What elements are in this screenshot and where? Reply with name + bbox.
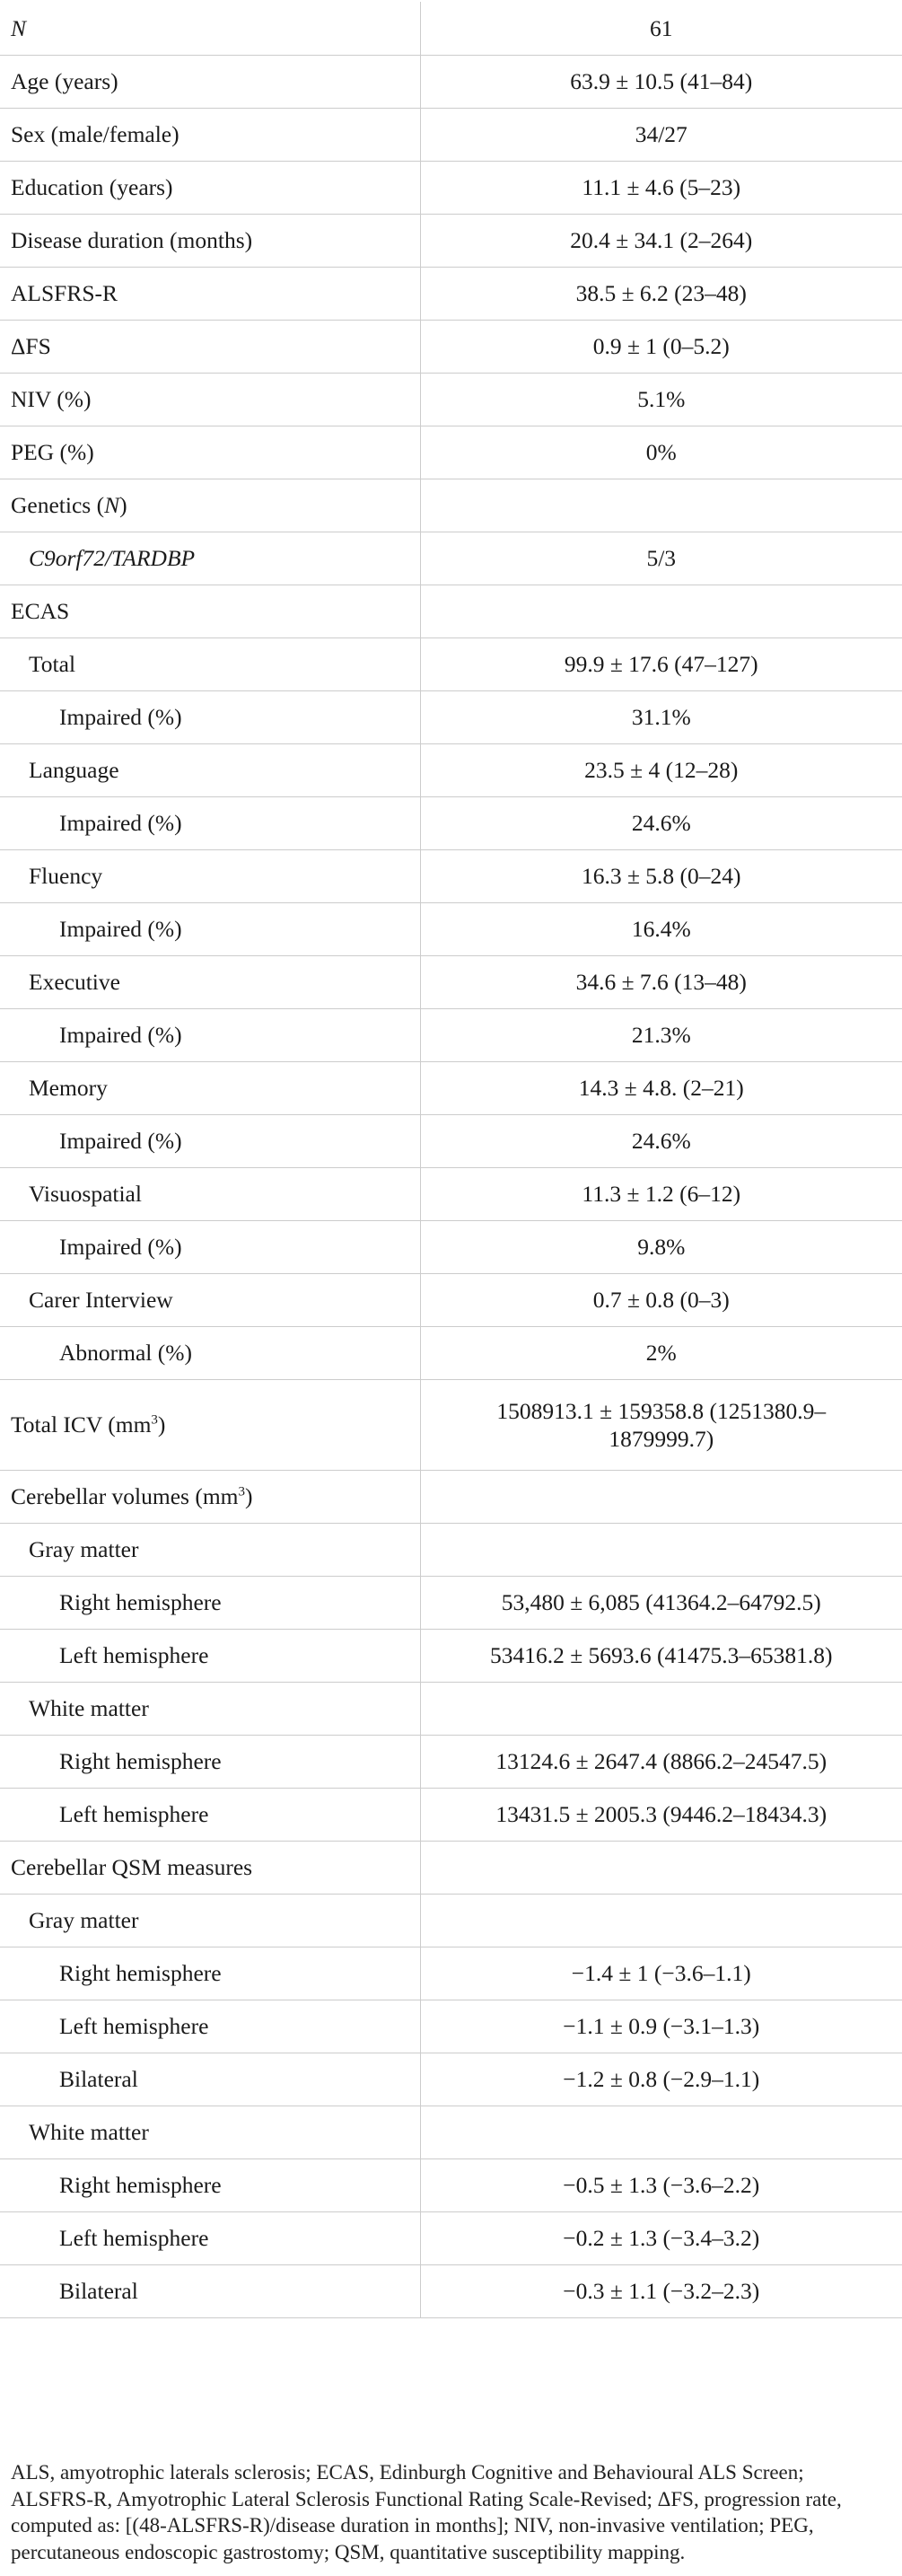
row-value: 99.9 ± 17.6 (47–127) [420,637,902,690]
row-value: 24.6% [420,1114,902,1167]
table-row [0,796,902,849]
row-label: Carer Interview [0,1273,420,1326]
row-label: Education (years) [0,161,420,214]
table-row [0,55,902,108]
row-value: −1.1 ± 0.9 (−3.1–1.3) [420,2000,902,2053]
row-value: 9.8% [420,1220,902,1273]
row-value [420,1470,902,1523]
row-value [420,2106,902,2158]
row-label: Visuospatial [0,1167,420,1220]
table-row [0,2,902,55]
row-label: Right hemisphere [0,1735,420,1788]
row-label: Left hemisphere [0,2000,420,2053]
row-value: 0% [420,426,902,479]
table-row [0,479,902,532]
row-label: Right hemisphere [0,1576,420,1629]
table-row [0,849,902,902]
table-row [0,2264,902,2317]
table-row [0,1629,902,1682]
table-row [0,532,902,585]
row-label: Left hemisphere [0,2211,420,2264]
table-footnote: ALS, amyotrophic laterals sclerosis; ECAS, Edinburgh Cognitive and Behavioural ALS Screen; ALSFRS-R, Amyotrophic Lateral Sclerosis Functional Rating Scale-Revised; ΔFS, progression rate, computed as: [(48-ALSFRS-R)/disease duration in months]; NIV, non-invasive ventilation; PEG, percutaneous endoscopic gastrostomy; QSM, quantitative susceptibility mapping. [11,2461,842,2563]
row-value: 5/3 [420,532,902,585]
table-row [0,2000,902,2053]
table-row [0,1947,902,2000]
table-row [0,1008,902,1061]
row-label: Bilateral [0,2264,420,2317]
row-label: PEG (%) [0,426,420,479]
row-label: Executive [0,955,420,1008]
row-label: Age (years) [0,55,420,108]
table-row [0,1061,902,1114]
table-row [0,1841,902,1894]
row-label: Memory [0,1061,420,1114]
table-row [0,2158,902,2211]
row-label: Impaired (%) [0,796,420,849]
row-value: 16.4% [420,902,902,955]
row-label: Gray matter [0,1894,420,1947]
row-value: 63.9 ± 10.5 (41–84) [420,55,902,108]
table-row [0,161,902,214]
row-value: −0.3 ± 1.1 (−3.2–2.3) [420,2264,902,2317]
row-label: Left hemisphere [0,1629,420,1682]
row-label: Fluency [0,849,420,902]
table-row [0,2053,902,2106]
row-value: 61 [420,2,902,55]
row-label: Impaired (%) [0,690,420,743]
row-value: 34/27 [420,108,902,161]
row-value [420,1841,902,1894]
row-value: 13431.5 ± 2005.3 (9446.2–18434.3) [420,1788,902,1841]
row-value: −1.2 ± 0.8 (−2.9–1.1) [420,2053,902,2106]
table-row [0,2211,902,2264]
table-row [0,1470,902,1523]
row-label: Gray matter [0,1523,420,1576]
table-row [0,637,902,690]
row-value: 16.3 ± 5.8 (0–24) [420,849,902,902]
row-label: Impaired (%) [0,1114,420,1167]
row-value: 21.3% [420,1008,902,1061]
demographics-table [0,2,902,2318]
row-value: 20.4 ± 34.1 (2–264) [420,214,902,267]
row-label: Cerebellar volumes $(mm^3)$ [0,1470,420,1523]
row-label: White matter [0,2106,420,2158]
table-row [0,1682,902,1735]
table-row [0,1576,902,1629]
row-label: Cerebellar QSM measures [0,1841,420,1894]
row-value: 0.9 ± 1 (0–5.2) [420,320,902,373]
row-value [420,1682,902,1735]
row-label: Total ICV $(mm^3)$ [0,1379,420,1470]
row-label: Right hemisphere [0,2158,420,2211]
row-value: 13124.6 ± 2647.4 (8866.2–24547.5) [420,1735,902,1788]
table-row [0,1326,902,1379]
table-row [0,690,902,743]
row-value: −0.2 ± 1.3 (−3.4–3.2) [420,2211,902,2264]
row-label: ALSFRS-R [0,267,420,320]
table-row [0,1379,902,1470]
table-row [0,320,902,373]
table-row [0,743,902,796]
row-label: Abnormal (%) [0,1326,420,1379]
table-row [0,1735,902,1788]
row-value: 14.3 ± 4.8. (2–21) [420,1061,902,1114]
row-value [420,1523,902,1576]
row-value: 2% [420,1326,902,1379]
row-label: Bilateral [0,2053,420,2106]
table-row [0,1788,902,1841]
row-label: Genetics (N) [0,479,420,532]
row-label: Impaired (%) [0,1220,420,1273]
row-label: NIV (%) [0,373,420,426]
row-label: ECAS [0,585,420,637]
table-row [0,1167,902,1220]
row-label: Total [0,637,420,690]
row-value: 1508913.1 ± 159358.8 (1251380.9– 1879999.7) [420,1379,902,1470]
row-value: 23.5 ± 4 (12–28) [420,743,902,796]
row-value: 38.5 ± 6.2 (23–48) [420,267,902,320]
row-value [420,585,902,637]
table-row [0,1273,902,1326]
row-value: 24.6% [420,796,902,849]
row-value: −0.5 ± 1.3 (−3.6–2.2) [420,2158,902,2211]
table-row [0,373,902,426]
row-label: N [0,2,420,55]
table-row [0,1523,902,1576]
row-label: C9orf72/TARDBP [0,532,420,585]
row-label: Disease duration (months) [0,214,420,267]
row-label: White matter [0,1682,420,1735]
table-row [0,214,902,267]
table-row [0,902,902,955]
row-value: 0.7 ± 0.8 (0–3) [420,1273,902,1326]
row-value: −1.4 ± 1 (−3.6–1.1) [420,1947,902,2000]
row-label: ΔFS [0,320,420,373]
row-label: Right hemisphere [0,1947,420,2000]
row-value: 34.6 ± 7.6 (13–48) [420,955,902,1008]
row-value: 5.1% [420,373,902,426]
table-row [0,1894,902,1947]
row-label: Impaired (%) [0,1008,420,1061]
table-row [0,2106,902,2158]
row-label: Impaired (%) [0,902,420,955]
table-row [0,585,902,637]
row-label: Sex (male/female) [0,108,420,161]
table-row [0,1220,902,1273]
row-value: 31.1% [420,690,902,743]
table-row [0,1114,902,1167]
row-value: 11.1 ± 4.6 (5–23) [420,161,902,214]
table-row [0,267,902,320]
row-value [420,479,902,532]
table-row [0,955,902,1008]
table-row [0,108,902,161]
row-label: Left hemisphere [0,1788,420,1841]
row-value [420,1894,902,1947]
table-row [0,426,902,479]
row-value: 11.3 ± 1.2 (6–12) [420,1167,902,1220]
row-value: 53,480 ± 6,085 (41364.2–64792.5) [420,1576,902,1629]
row-label: Language [0,743,420,796]
row-value: 53416.2 ± 5693.6 (41475.3–65381.8) [420,1629,902,1682]
